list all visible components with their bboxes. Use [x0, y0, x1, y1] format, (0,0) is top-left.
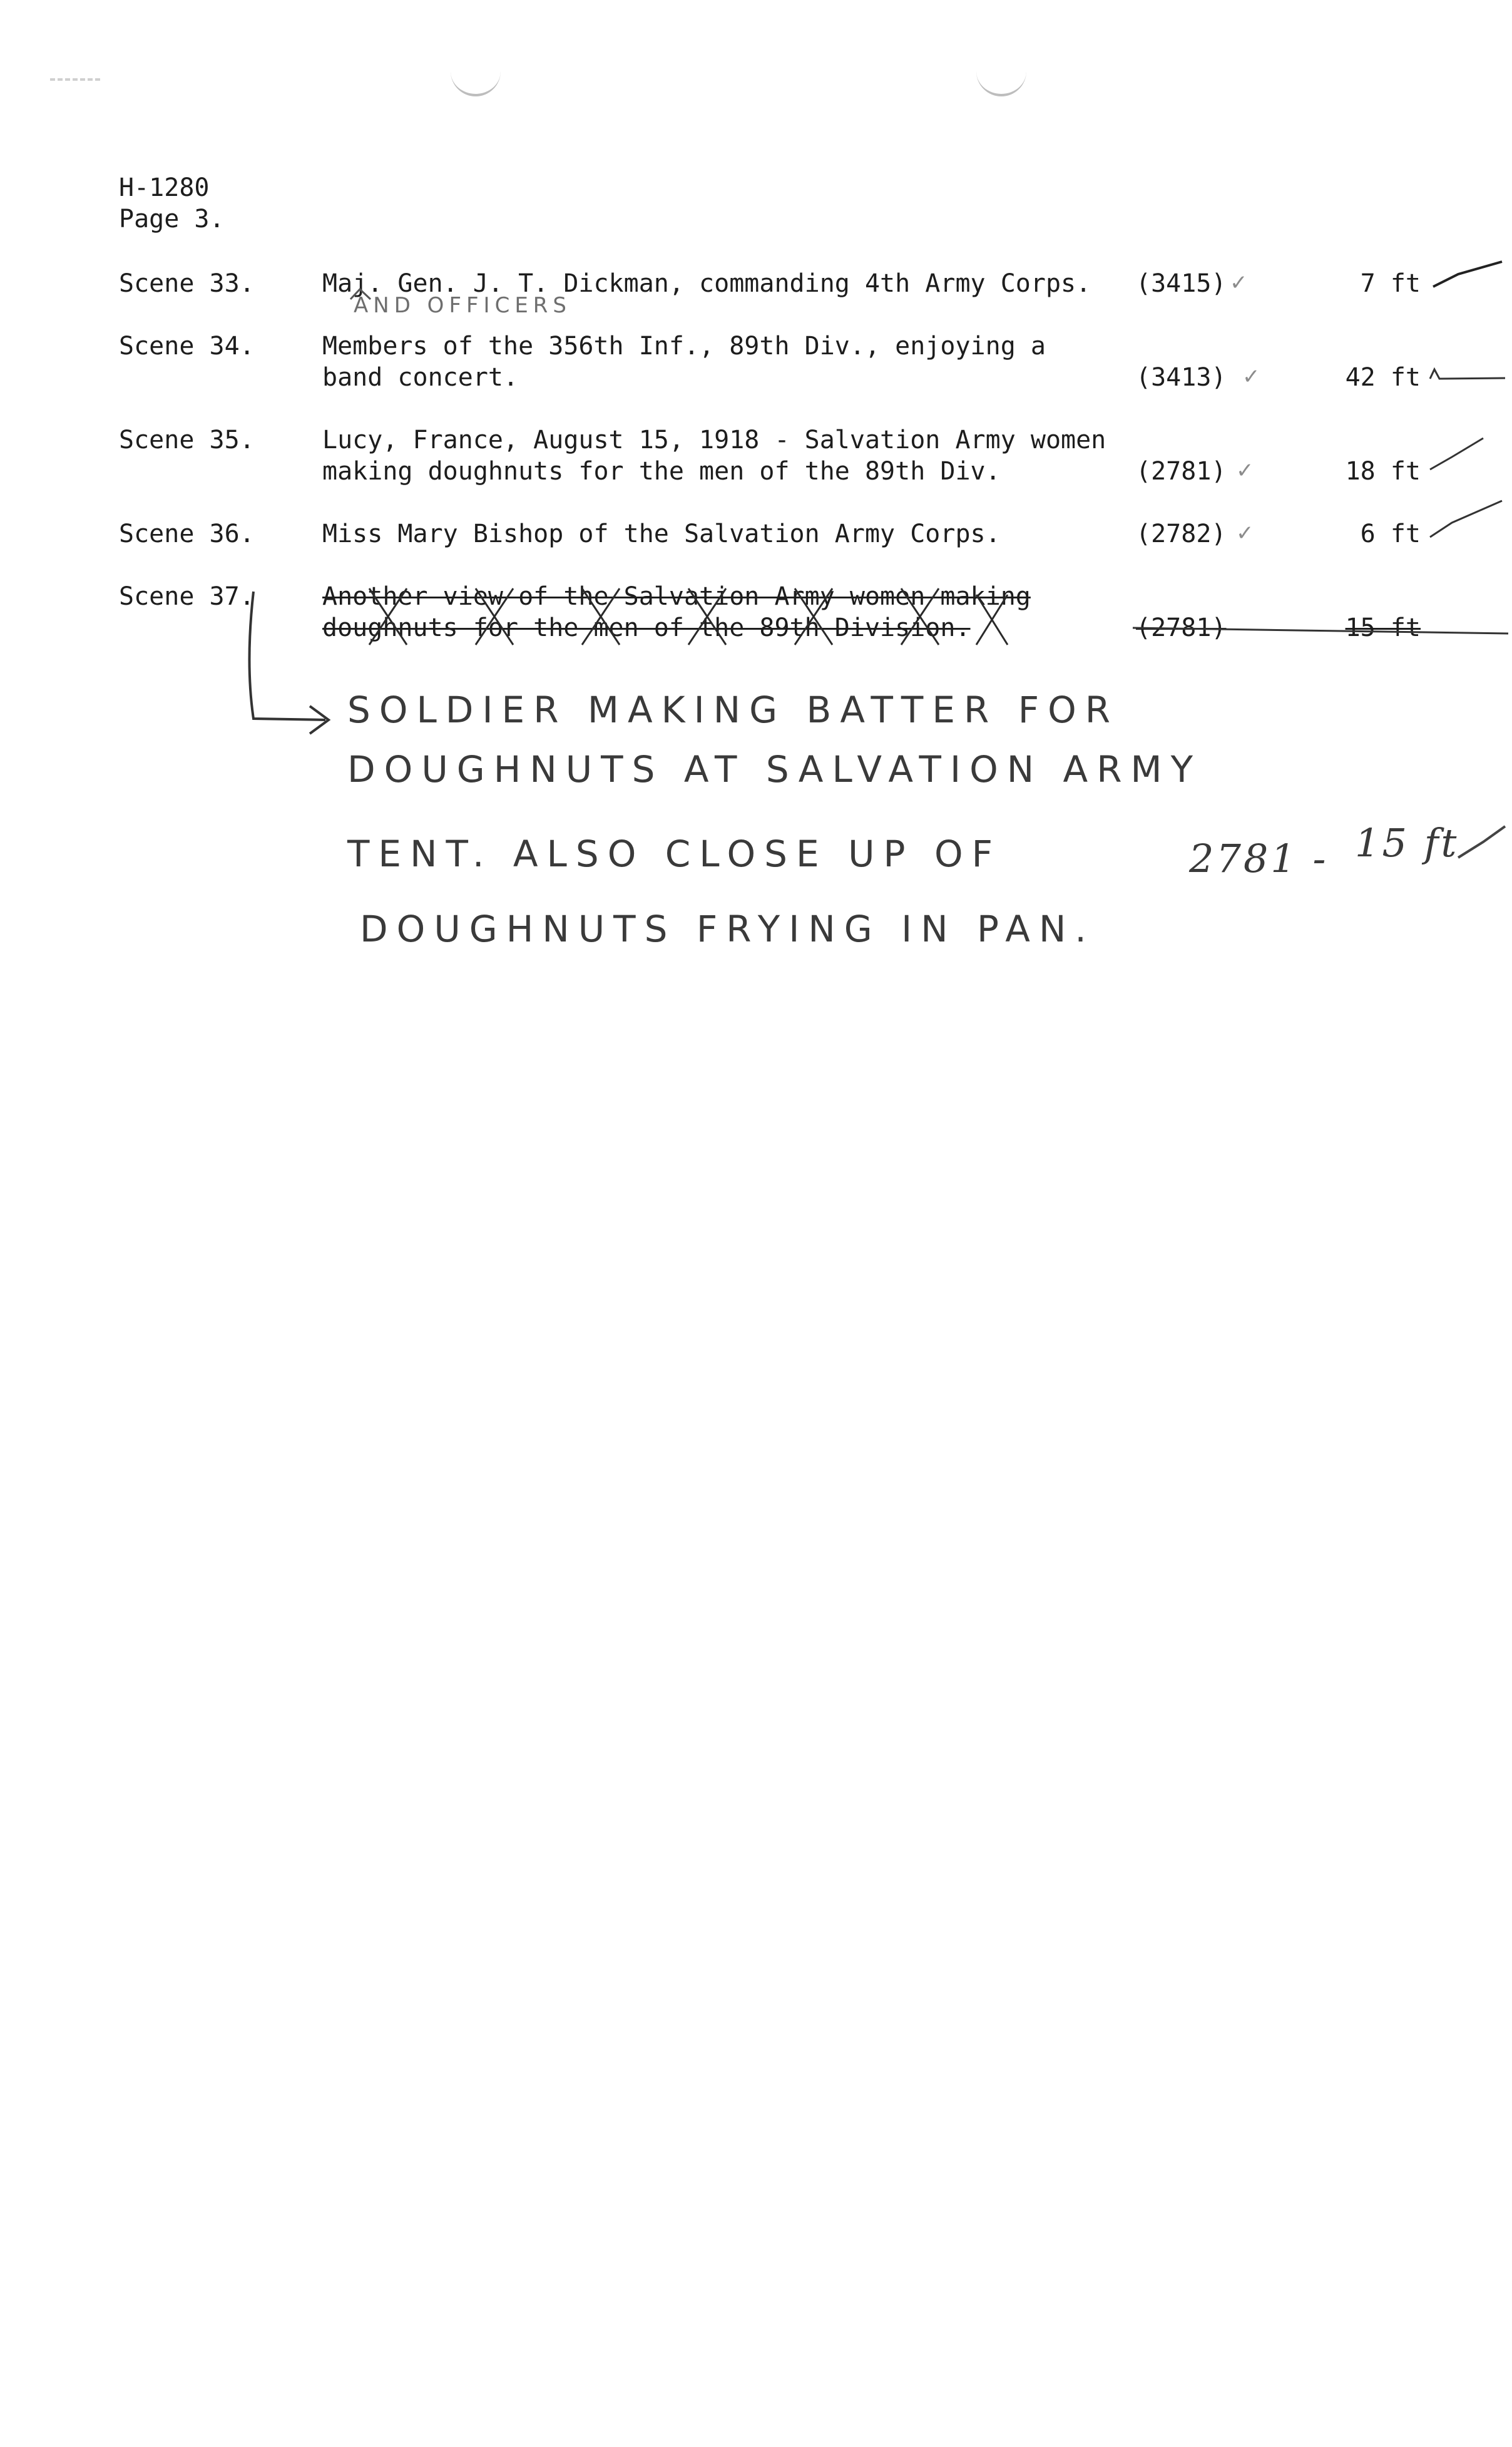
struck-scene-length: 15 ft	[1345, 613, 1421, 642]
reel-reference: (2781)	[1136, 457, 1227, 486]
check-mark-icon: ✓	[1230, 270, 1248, 295]
scene-label: Scene 35.	[119, 426, 255, 454]
scene-description: band concert.	[322, 363, 519, 392]
x-out-marks	[369, 588, 1008, 645]
scene-label: Scene 33.	[119, 269, 255, 298]
scene-description: Miss Mary Bishop of the Salvation Army Corps.	[322, 520, 1001, 548]
document-id: H-1280	[119, 173, 210, 202]
scene-label: Scene 36.	[119, 520, 255, 548]
struck-reel-reference: (2781)	[1136, 613, 1227, 642]
handwritten-note-line: DOUGHNUTS FRYING IN PAN.	[360, 908, 1095, 950]
scene-label: Scene 34.	[119, 332, 255, 361]
handwritten-length: 15 ft	[1355, 820, 1459, 866]
tick-stroke	[1433, 262, 1502, 287]
handwritten-note-line: SOLDIER MAKING BATTER FOR	[347, 689, 1120, 731]
struck-scene-description: Another view of the Salvation Army women making	[322, 582, 1031, 611]
check-mark-icon: ✓	[1242, 364, 1260, 389]
scene-description: Lucy, France, August 15, 1918 - Salvation Army women	[322, 426, 1106, 454]
check-mark-icon: ✓	[1236, 458, 1254, 483]
reel-reference: (2782)	[1136, 520, 1227, 548]
scene-description: making doughnuts for the men of the 89th Div.	[322, 457, 1001, 486]
scene-length: 42 ft	[1345, 363, 1421, 392]
arrow-line	[250, 592, 326, 720]
scene-description: Members of the 356th Inf., 89th Div., enjoying a	[322, 332, 1046, 361]
page-number: Page 3.	[119, 205, 225, 233]
scene-length: 6 ft	[1360, 520, 1421, 548]
tick-stroke	[1430, 369, 1505, 379]
scene-description: Maj. Gen. J. T. Dickman, commanding 4th Army Corps.	[322, 269, 1091, 298]
handwritten-note-line: TENT. ALSO CLOSE UP OF	[347, 833, 1001, 875]
struck-scene-description: doughnuts for the men of the 89th Division.	[322, 613, 971, 642]
tick-stroke	[1430, 438, 1483, 469]
tick-stroke	[1458, 826, 1505, 858]
scene-label: Scene 37.	[119, 582, 255, 611]
strike-line	[1133, 628, 1508, 634]
tick-stroke	[1430, 501, 1502, 537]
reel-reference: (3413)	[1136, 363, 1227, 392]
scene-length: 18 ft	[1345, 457, 1421, 486]
caret-mark	[350, 289, 370, 299]
handwritten-reel-reference: 2781 -	[1189, 836, 1329, 881]
reel-reference: (3415)	[1136, 269, 1227, 298]
handwritten-insert: AND OFFICERS	[354, 293, 572, 318]
handwritten-note-line: DOUGHNUTS AT SALVATION ARMY	[347, 748, 1202, 791]
scene-length: 7 ft	[1360, 269, 1421, 298]
check-mark-icon: ✓	[1236, 521, 1254, 546]
